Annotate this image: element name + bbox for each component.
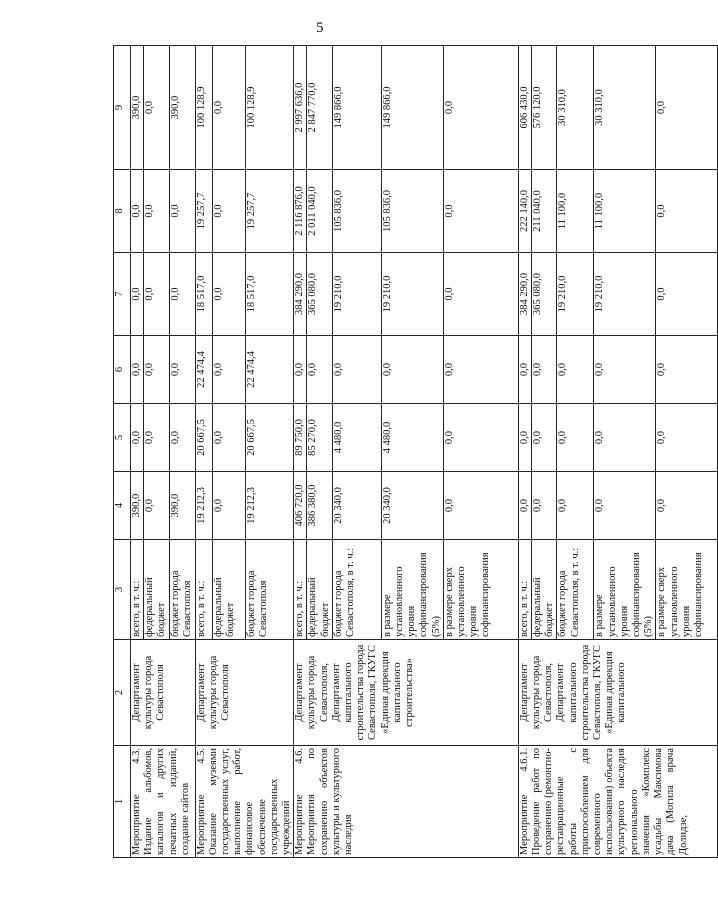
value-cell: 22 474,4	[245, 336, 293, 404]
activity-cell: Мероприятие 4.3. Издание альбомов, каталогов и других печатных изданий, создание сайтов	[131, 746, 196, 858]
value-cell: 0,0	[443, 336, 518, 404]
value-cell: 222 140,0	[518, 170, 531, 253]
header-cell: 9	[114, 46, 131, 170]
value-cell: 19 210,0	[594, 253, 656, 336]
value-cell: 0,0	[212, 253, 245, 336]
value-cell: 0,0	[144, 253, 169, 336]
value-cell: 0,0	[532, 472, 557, 540]
funding-source-cell: в размере сверх установленного уровня софинансирования	[656, 540, 718, 640]
value-cell: 0,0	[443, 46, 518, 170]
rotated-table-wrapper	[113, 46, 705, 858]
value-cell: 0,0	[131, 170, 144, 253]
value-cell: 0,0	[656, 253, 718, 336]
value-cell: 0,0	[594, 336, 656, 404]
value-cell: 2 116 876,0	[294, 170, 307, 253]
value-cell: 0,0	[169, 404, 195, 472]
funding-source-cell: бюджет города Севастополя, в т. ч.:	[332, 540, 381, 640]
value-cell: 19 210,0	[332, 253, 381, 336]
value-cell: 576 120,0	[532, 46, 557, 170]
value-cell: 30 310,0	[557, 46, 594, 170]
funding-source-cell: бюджет города Севастополя	[245, 540, 293, 640]
funding-source-cell: бюджет города Севастополя	[169, 540, 195, 640]
value-cell: 0,0	[212, 170, 245, 253]
value-cell: 100 128,9	[195, 46, 212, 170]
funding-source-cell: всего, в т. ч.:	[195, 540, 212, 640]
value-cell: 4 480,0	[332, 404, 381, 472]
activity-cell: Мероприятие 4.6. Мероприятия по сохранению объектов культуры и культурного наследия	[294, 746, 519, 858]
value-cell: 0,0	[294, 336, 307, 404]
value-cell: 18 517,0	[195, 253, 212, 336]
value-cell: 0,0	[557, 336, 594, 404]
value-cell: 19 257,7	[195, 170, 212, 253]
value-cell: 0,0	[381, 336, 443, 404]
value-cell: 105 836,0	[381, 170, 443, 253]
value-cell: 0,0	[656, 336, 718, 404]
executor-cell: Департамент культуры города Севастополя, Департамент капитального строительства города Севастополя, ГКУГС «Единая дирекция капитального	[518, 640, 718, 746]
value-cell: 0,0	[212, 46, 245, 170]
value-cell: 0,0	[144, 170, 169, 253]
value-cell: 0,0	[169, 170, 195, 253]
table-row	[518, 46, 531, 858]
funding-source-cell: федеральный бюджет	[532, 540, 557, 640]
value-cell: 0,0	[169, 253, 195, 336]
value-cell: 390,0	[169, 472, 195, 540]
value-cell: 0,0	[557, 472, 594, 540]
value-cell: 19 212,3	[195, 472, 212, 540]
value-cell: 19 257,7	[245, 170, 293, 253]
value-cell: 19 210,0	[381, 253, 443, 336]
value-cell: 0,0	[532, 336, 557, 404]
value-cell: 149 866,0	[332, 46, 381, 170]
value-cell: 11 100,0	[594, 170, 656, 253]
value-cell: 0,0	[131, 404, 144, 472]
value-cell: 4 480,0	[381, 404, 443, 472]
value-cell: 0,0	[532, 404, 557, 472]
value-cell: 0,0	[594, 404, 656, 472]
page-number: 5	[316, 20, 324, 36]
header-cell: 2	[114, 640, 131, 746]
value-cell: 22 474,4	[195, 336, 212, 404]
value-cell: 89 750,0	[294, 404, 307, 472]
value-cell: 406 720,0	[294, 472, 307, 540]
value-cell: 20 667,5	[245, 404, 293, 472]
executor-cell: Департамент культуры города Севастополя	[195, 640, 294, 746]
value-cell: 390,0	[169, 46, 195, 170]
value-cell: 0,0	[212, 404, 245, 472]
value-cell: 0,0	[557, 404, 594, 472]
header-cell: 6	[114, 336, 131, 404]
value-cell: 0,0	[518, 404, 531, 472]
value-cell: 105 836,0	[332, 170, 381, 253]
value-cell: 0,0	[212, 336, 245, 404]
value-cell: 0,0	[307, 336, 332, 404]
funding-source-cell: федеральный бюджет	[307, 540, 332, 640]
executor-cell: Департамент культуры города Севастополя, Департамент капитального строительства города Севастополя, ГКУГС «Единая дирекция капитального строительства»	[294, 640, 519, 746]
value-cell: 0,0	[518, 472, 531, 540]
value-cell: 0,0	[594, 472, 656, 540]
value-cell: 365 080,0	[532, 253, 557, 336]
value-cell: 0,0	[656, 472, 718, 540]
value-cell: 0,0	[144, 472, 169, 540]
value-cell: 18 517,0	[245, 253, 293, 336]
value-cell: 386 380,0	[307, 472, 332, 540]
value-cell: 384 290,0	[518, 253, 531, 336]
table-row	[195, 46, 212, 858]
funding-source-cell: в размере установленного уровня софинансирования (5%)	[594, 540, 656, 640]
value-cell: 0,0	[656, 170, 718, 253]
value-cell: 20 667,5	[195, 404, 212, 472]
table-row	[131, 46, 144, 858]
value-cell: 0,0	[131, 336, 144, 404]
value-cell: 85 270,0	[307, 404, 332, 472]
value-cell: 211 040,0	[532, 170, 557, 253]
funding-source-cell: федеральный бюджет	[144, 540, 169, 640]
value-cell: 20 340,0	[381, 472, 443, 540]
value-cell: 0,0	[443, 170, 518, 253]
value-cell: 2 011 040,0	[307, 170, 332, 253]
value-cell: 149 866,0	[381, 46, 443, 170]
header-cell: 1	[114, 746, 131, 858]
activity-cell: Мероприятие 4.5. Оказание музеями государственных услуг, выполнение работ, финансовое обеспечение государственных учреждений	[195, 746, 294, 858]
value-cell: 0,0	[443, 472, 518, 540]
value-cell: 30 310,0	[594, 46, 656, 170]
funding-source-cell: федеральный бюджет	[212, 540, 245, 640]
funding-source-cell: всего, в т. ч.:	[131, 540, 144, 640]
value-cell: 100 128,9	[245, 46, 293, 170]
value-cell: 0,0	[131, 253, 144, 336]
header-cell: 5	[114, 404, 131, 472]
value-cell: 19 212,3	[245, 472, 293, 540]
value-cell: 0,0	[443, 253, 518, 336]
value-cell: 0,0	[332, 336, 381, 404]
value-cell: 0,0	[144, 336, 169, 404]
value-cell: 390,0	[131, 472, 144, 540]
value-cell: 0,0	[656, 404, 718, 472]
value-cell: 384 290,0	[294, 253, 307, 336]
value-cell: 0,0	[518, 336, 531, 404]
header-cell: 7	[114, 253, 131, 336]
value-cell: 606 430,0	[518, 46, 531, 170]
value-cell: 0,0	[212, 472, 245, 540]
header-cell: 8	[114, 170, 131, 253]
value-cell: 365 080,0	[307, 253, 332, 336]
value-cell: 2 997 636,0	[294, 46, 307, 170]
value-cell: 0,0	[443, 404, 518, 472]
value-cell: 20 340,0	[332, 472, 381, 540]
header-cell: 3	[114, 540, 131, 640]
value-cell: 0,0	[169, 336, 195, 404]
header-row	[114, 46, 131, 858]
header-cell: 4	[114, 472, 131, 540]
funding-source-cell: всего, в т. ч.:	[294, 540, 307, 640]
budget-table	[113, 45, 718, 858]
value-cell: 11 100,0	[557, 170, 594, 253]
value-cell: 390,0	[131, 46, 144, 170]
activity-cell: Мероприятие 4.6.1. Проведение работ по сохранению (ремонтно-реставрационные работы с приспособлением для современного использования) объекта культурного наследия регионального значения «Комплекс усадьбы Максимова дача (Могила врача Долидзе,	[518, 746, 718, 858]
value-cell: 19 210,0	[557, 253, 594, 336]
value-cell: 0,0	[656, 46, 718, 170]
value-cell: 0,0	[144, 46, 169, 170]
funding-source-cell: в размере сверх установленного уровня софинансирования	[443, 540, 518, 640]
funding-source-cell: в размере установленного уровня софинансирования (5%)	[381, 540, 443, 640]
value-cell: 2 847 770,0	[307, 46, 332, 170]
table-row	[294, 46, 307, 858]
table-body	[114, 46, 718, 858]
value-cell: 0,0	[144, 404, 169, 472]
executor-cell: Департамент культуры города Севастополя	[131, 640, 196, 746]
funding-source-cell: всего, в т. ч.:	[518, 540, 531, 640]
funding-source-cell: бюджет города Севастополя, в т. ч.:	[557, 540, 594, 640]
